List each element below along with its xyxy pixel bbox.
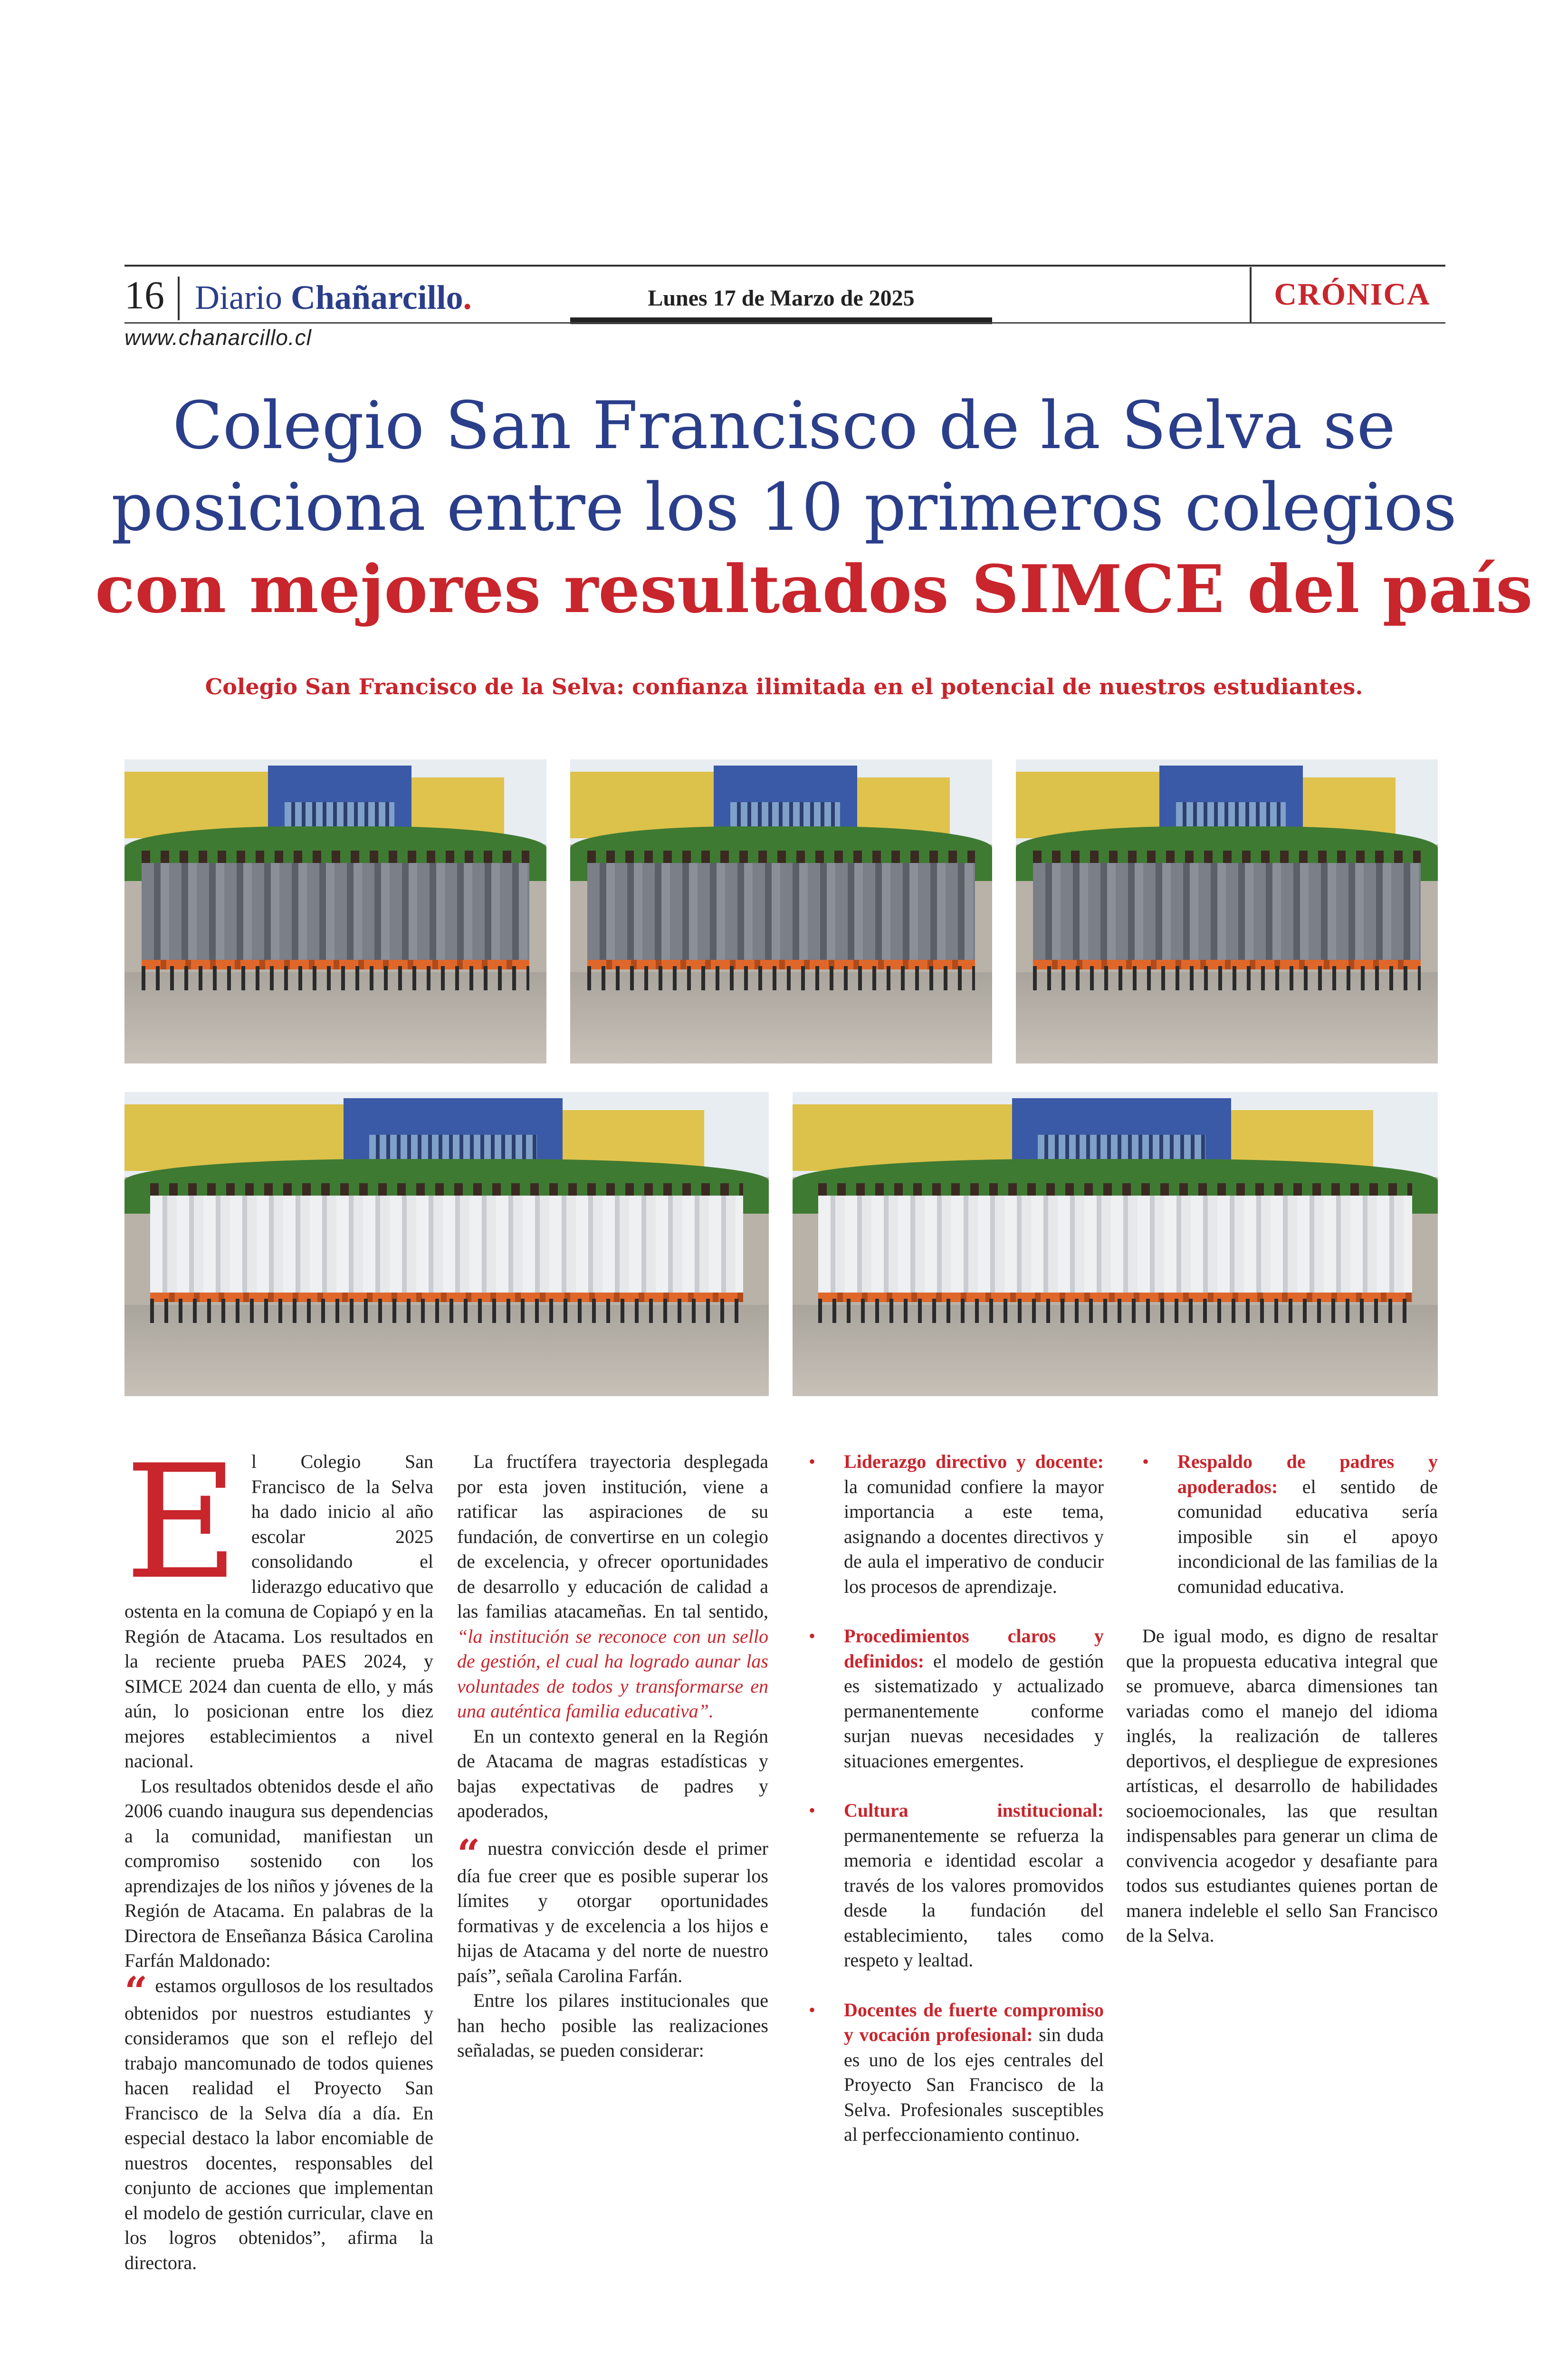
quote-2 [457, 1830, 768, 1989]
pillar-label: Procedimientos claros y definidos: [844, 1625, 1104, 1672]
pillar-label: Respaldo de padres y apoderados: [1177, 1451, 1438, 1497]
section-label: CRÓNICA [1274, 277, 1431, 312]
spacer [1126, 1599, 1438, 1624]
quote-2-text: nuestra convicción desde el primer día fue creer que es posible superar los límites y otorgar oportunidades formativas y de excelencia a los hijos e hijas de Atacama y del norte de nuestro país”, señala Carolina Farfán. [457, 1837, 768, 1986]
pillars-list-continued [1126, 1449, 1438, 1599]
paragraph-3 [457, 1449, 768, 1724]
institution-quote: “la institución se reconoce con un sello de gestión, el cual ha logrado aunar las voluntades de todos y transformarse en una auténtica familia educativa”. [457, 1625, 768, 1722]
header-top-rule [124, 265, 1445, 267]
headline-line-3: con mejores resultados SIMCE del país [95, 550, 1533, 628]
newspaper-name-dot: . [463, 278, 472, 316]
bullet-icon: • [809, 1451, 816, 1472]
headline-line-2: posiciona entre los 10 primeros colegios [111, 469, 1457, 546]
article-column-1 [124, 1431, 433, 2275]
pillar-text: sin duda es uno de los ejes centrales del Proyecto San Francisco de la Selva. Profesionales susceptibles al perfeccionamiento continuo. [844, 2024, 1104, 2145]
subheadline: Colegio San Francisco de la Selva: confianza ilimitada en el potencial de nuestros estudiantes. [205, 674, 1363, 699]
pillar-text: el sentido de comunidad educativa sería imposible sin el apoyo incondicional de las familias de la comunidad educativa. [1177, 1475, 1438, 1597]
header-divider [178, 277, 180, 320]
page-number: 16 [124, 273, 164, 317]
quote-mark-icon: “ [124, 1967, 148, 2015]
article-column-4 [1126, 1449, 1438, 1948]
article-column-3 [793, 1449, 1104, 2147]
bullet-icon: • [809, 1800, 816, 1821]
pillar-culture [793, 1798, 1104, 1973]
headline-line-1: Colegio San Francisco de la Selva se [172, 387, 1396, 464]
group-photo-5 [793, 1092, 1438, 1396]
drop-cap: E [124, 1431, 239, 1614]
group-photo-1 [124, 759, 546, 1063]
pillar-text: la comunidad confiere la mayor importancia a este tema, asignando a docentes directivos y de aula el imperativo de conducir los procesos de aprendizaje. [844, 1475, 1104, 1597]
pillar-label: Liderazgo directivo y docente: [844, 1451, 1104, 1472]
pillar-teachers [793, 1998, 1104, 2147]
bullet-icon: • [809, 1625, 816, 1647]
article-column-2 [457, 1449, 768, 2063]
group-photo-4 [124, 1092, 769, 1396]
pillar-procedures [793, 1624, 1104, 1773]
pillar-text: permanentemente se refuerza la memoria e identidad escolar a través de los valores promovidos desde la fundación del establecimiento, tales como respeto y lealtad. [844, 1824, 1104, 1971]
paragraph-4: En un contexto general en la Región de Atacama de magras estadísticas y bajas expectativas de padres y apoderados, [457, 1725, 768, 1821]
group-photo-3 [1016, 759, 1438, 1063]
bullet-icon: • [1142, 1451, 1149, 1472]
paragraph-1: l Colegio San Francisco de la Selva ha dado inicio al año escolar 2025 consolidando el liderazgo educativo que ostenta en la comuna de Copiapó y en la Región de Atacama. Los resultados en la reciente prueba PAES 2024, y SIMCE 2024 dan cuenta de ello, y más aún, lo posicionan entre los diez mejores establecimientos a nivel nacional. [124, 1451, 433, 1772]
paragraph-5: Entre los pilares institucionales que han hecho posible las realizaciones señaladas, se pueden considerar: [457, 1990, 768, 2061]
pillar-parents [1126, 1449, 1438, 1599]
quote-1-start [124, 1967, 433, 2276]
publication-date: Lunes 17 de Marzo de 2025 [648, 286, 915, 311]
newspaper-name [195, 275, 472, 320]
quote-mark-icon-2: “ [457, 1830, 480, 1878]
pillar-leadership [793, 1449, 1104, 1599]
quote-1-text: estamos orgullosos de los resultados obtenidos por nuestros estudiantes y consideramos que son el reflejo del trabajo mancomunado de todos quienes hacen realidad el Proyecto San Francisco de la Selva día a día. En especial destaco la labor encomiable de nuestros docentes, responsables del conjunto de acciones que implementan el modelo de gestión curricular, clave en los logros obtenidos”, afirma la directora. [124, 1974, 433, 2273]
pillar-label: Docentes de fuerte compromiso y vocación profesional: [844, 1999, 1104, 2045]
pillar-text: el modelo de gestión es sistematizado y actualizado permanentemente conforme surjan nuevas necesidades y situaciones emergentes. [844, 1650, 1104, 1772]
pillars-list [793, 1449, 1104, 2147]
newspaper-name-bold: Chañarcillo [290, 278, 463, 316]
newspaper-name-prefix: Diario [195, 278, 291, 316]
header-divider-right [1250, 267, 1252, 322]
pillar-label: Cultura institucional: [844, 1800, 1104, 1821]
header-bottom-rule [124, 322, 1445, 324]
group-photo-2 [570, 759, 992, 1063]
headline [95, 385, 1533, 630]
paragraph-2: Los resultados obtenidos desde el año 2006 cuando inaugura sus dependencias a la comunidad, manifiestan un compromiso sostenido con los aprendizajes de los niños y jóvenes de la Región de Atacama. En palabras de la Directora de Enseñanza Básica Carolina Farfán Maldonado: [124, 1775, 433, 1971]
bullet-icon: • [809, 1999, 816, 2021]
website-url: www.chanarcillo.cl [124, 325, 312, 350]
paragraph-6: De igual modo, es digno de resaltar que la propuesta educativa integral que se promueve, abarca dimensiones tan variadas como el manejo del idioma inglés, la realización de talleres deportivos, el despliegue de expresiones artísticas, el desarrollo de habilidades socioemocionales, las que resultan indispensables para generar un clima de convivencia acogedor y desafiante para todos sus estudiantes quienes portan de manera indeleble el sello San Francisco de la Selva. [1126, 1625, 1438, 1946]
paragraph-3-text: La fructífera trayectoria desplegada por esta joven institución, viene a ratificar las aspiraciones de su fundación, de convertirse en un colegio de excelencia, y ofrecer oportunidades de desarrollo y educación de calidad a las familias atacameñas. En tal sentido, [457, 1451, 768, 1622]
